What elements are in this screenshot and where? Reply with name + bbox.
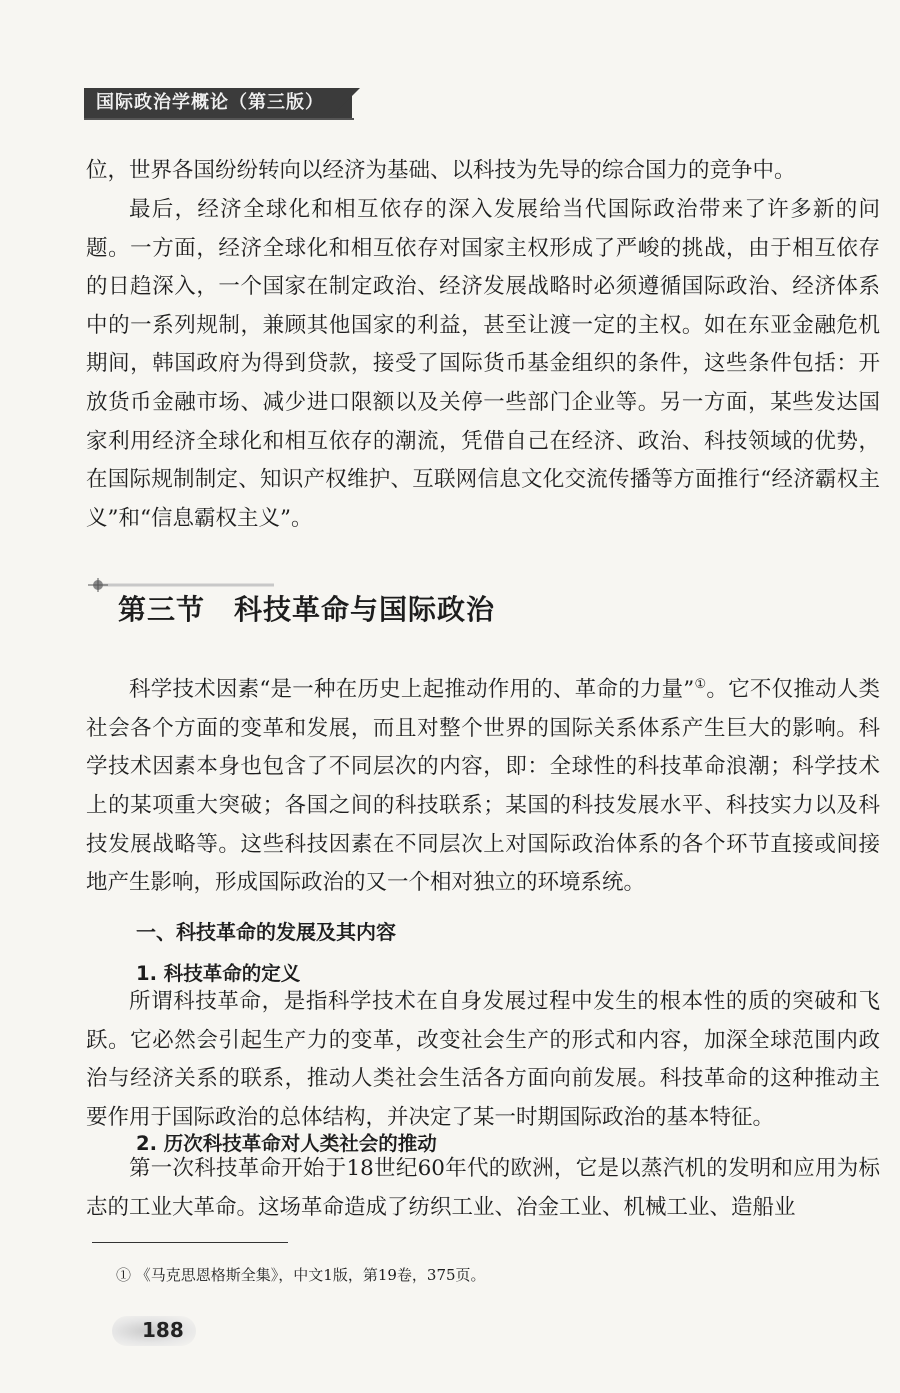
intro-text-after-note: 。它不仅推动人类社会各个方面的变革和发展，而且对整个世界的国际关系体系产生巨大的影响。科学技术因素本身也包含了不同层次的内容，即：全球性的科技革命浪潮；科学技术上的某项重大突破；各国之间的科技联系；某国的科技发展水平、科技实力以及科技发展战略等。这些科技因素在不同层次上对国际政治体系的各个环节直接或间接地产生影响，形成国际政治的又一个相对独立的环境系统。 bbox=[86, 677, 880, 896]
item-1-heading: 1. 科技革命的定义 bbox=[136, 962, 301, 985]
page-number-badge bbox=[112, 1316, 196, 1346]
page-number: 188 bbox=[142, 1318, 184, 1342]
paragraph-intro bbox=[86, 666, 880, 903]
footnote-rule bbox=[92, 1242, 288, 1243]
running-header-title: 国际政治学概论（第三版） bbox=[96, 92, 324, 113]
intro-text-before-note: 科学技术因素“是一种在历史上起推动作用的、革命的力量” bbox=[129, 677, 695, 703]
subsection-heading: 一、科技革命的发展及其内容 bbox=[136, 920, 396, 944]
item-1-paragraph: 所谓科技革命，是指科学技术在自身发展过程中发生的根本性的质的突破和飞跃。它必然会引起生产力的变革，改变社会生产的形式和内容，加深全球范围内政治与经济关系的联系，推动人类社会生活各方面向前发展。科技革命的这种推动主要作用于国际政治的总体结构，并决定了某一时期国际政治的基本特征。 bbox=[86, 989, 880, 1130]
paragraph-globalization: 最后，经济全球化和相互依存的深入发展给当代国际政治带来了许多新的问题。一方面，经济全球化和相互依存对国家主权形成了严峻的挑战，由于相互依存的日趋深入，一个国家在制定政治、经济发展战略时必须遵循国际政治、经济体系中的一系列规制，兼顾其他国家的利益，甚至让渡一定的主权。如在东亚金融危机期间，韩国政府为得到贷款，接受了国际货币基金组织的条件，这些条件包括：开放货币金融市场、减少进口限额以及关停一些部门企业等。另一方面，某些发达国家利用经济全球化和相互依存的潮流，凭借自己在经济、政治、科技领域的优势，在国际规制制定、知识产权维护、互联网信息文化交流传播等方面推行“经济霸权主义”和“信息霸权主义”。 bbox=[86, 197, 880, 531]
footnote-marker: ① bbox=[694, 677, 707, 692]
section-title: 第三节 科技革命与国际政治 bbox=[118, 593, 496, 626]
paragraph-continuation: 位，世界各国纷纷转向以经济为基础、以科技为先导的综合国力的竞争中。 bbox=[86, 158, 796, 183]
running-header-rule bbox=[84, 118, 354, 120]
item-2-heading: 2. 历次科技革命对人类社会的推动 bbox=[136, 1132, 437, 1155]
footnote: ① 《马克思恩格斯全集》，中文1版，第19卷，375页。 bbox=[116, 1266, 486, 1284]
running-header-tail bbox=[330, 88, 360, 118]
item-2-paragraph: 第一次科技革命开始于18世纪60年代的欧洲，它是以蒸汽机的发明和应用为标志的工业大革命。这场革命造成了纺织工业、冶金工业、机械工业、造船业 bbox=[86, 1156, 880, 1220]
